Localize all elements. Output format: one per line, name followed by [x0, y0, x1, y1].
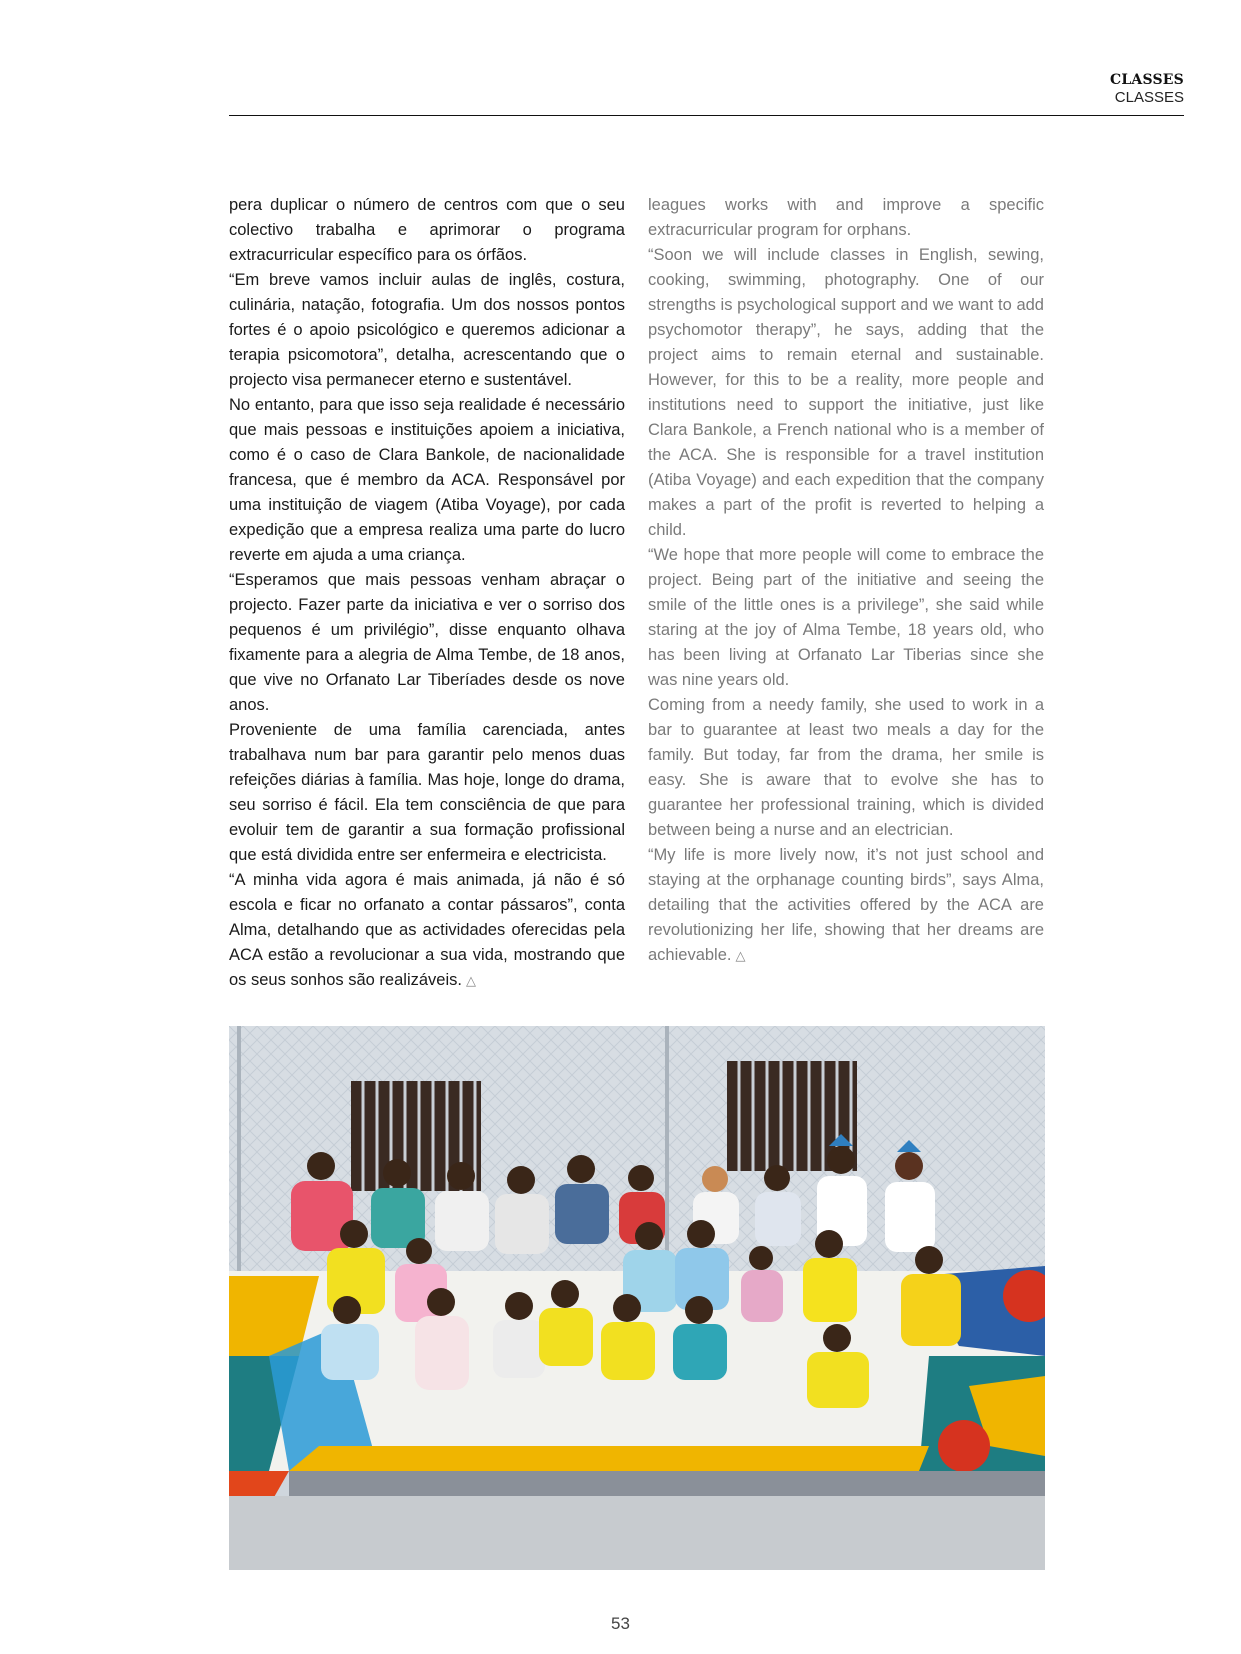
- paragraph: leagues works with and improve a specific extracurricular program for orphans.: [648, 196, 1044, 239]
- end-mark-icon: △: [465, 973, 476, 988]
- paragraph: “Soon we will include classes in English, sewing, cooking, swimming, photography. One of our strengths is psychological support and we want to add psychomotor therapy”, he says, adding that the project aims to remain eternal and sustainable. However, for this to be a reality, more people and institutions need to support the initiative, just like Clara Bankole, a French national who is a member of the ACA. She is responsible for a travel institution (Atiba Voyage) and each expedition that the company makes a part of the profit is reverted to helping a child.: [648, 246, 1044, 539]
- paragraph: No entanto, para que isso seja realidade é necessário que mais pessoas e instituições apoiem a iniciativa, como é o caso de Clara Bankole, de nacionalidade francesa, que é membro da ACA. Responsável por uma instituição de viagem (Atiba Voyage), por cada expedição que a empresa realiza uma parte do lucro reverte em ajuda a uma criança.: [229, 396, 625, 564]
- paragraph: “My life is more lively now, it’s not just school and staying at the orphanage counting birds”, says Alma, detailing that the activities offered by the ACA are revolutionizing her life, showing that her dreams are achievable.: [648, 846, 1044, 964]
- article-column-portuguese: [229, 193, 625, 993]
- paragraph: pera duplicar o número de centros com que o seu colectivo trabalha e aprimorar o programa extracurricular específico para os órfãos.: [229, 196, 625, 264]
- paragraph: “We hope that more people will come to embrace the project. Being part of the initiative and seeing the smile of the little ones is a privilege”, she said while staring at the joy of Alma Tembe, 18 years old, who has been living at Orfanato Lar Tiberias since she was nine years old.: [648, 546, 1044, 689]
- section-title-pt: CLASSES: [1110, 72, 1184, 88]
- group-photo: [229, 1026, 1045, 1570]
- paragraph: Coming from a needy family, she used to work in a bar to guarantee at least two meals a day for the family. But today, far from the drama, her smile is easy. She is aware that to evolve she has to guarantee her professional training, which is divided between being a nurse and an electrician.: [648, 696, 1044, 839]
- section-header: [1110, 72, 1184, 107]
- header-rule: [229, 115, 1184, 116]
- section-title-en: CLASSES: [1114, 89, 1184, 106]
- article-column-english: [648, 193, 1044, 968]
- page-number: 53: [611, 1614, 630, 1633]
- paragraph: “Esperamos que mais pessoas venham abraçar o projecto. Fazer parte da iniciativa e ver o sorriso dos pequenos é um privilégio”, disse enquanto olhava fixamente para a alegria de Alma Tembe, de 18 anos, que vive no Orfanato Lar Tiberíades desde os nove anos.: [229, 571, 625, 714]
- paragraph: “Em breve vamos incluir aulas de inglês, costura, culinária, natação, fotografia. Um dos nossos pontos fortes é o apoio psicológico e queremos adicionar a terapia psicomotora”, detalha, acrescentando que o projecto visa permanecer eterno e sustentável.: [229, 271, 625, 389]
- paragraph: Proveniente de uma família carenciada, antes trabalhava num bar para garantir pelo menos duas refeições diárias à família. Mas hoje, longe do drama, seu sorriso é fácil. Ela tem consciência de que para evoluir tem de garantir a sua formação profissional que está dividida entre ser enfermeira e electricista.: [229, 721, 625, 864]
- paragraph: “A minha vida agora é mais animada, já não é só escola e ficar no orfanato a contar pássaros”, conta Alma, detalhando que as actividades oferecidas pela ACA estão a revolucionar a sua vida, mostrando que os seus sonhos são realizáveis.: [229, 871, 625, 989]
- end-mark-icon: △: [735, 948, 746, 963]
